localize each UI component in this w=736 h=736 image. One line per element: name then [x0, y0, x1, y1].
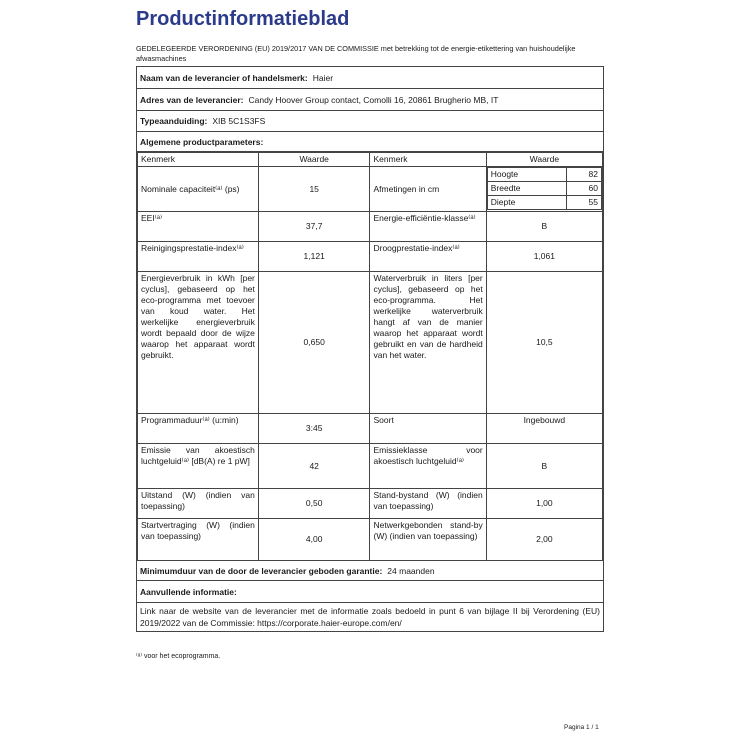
networked-standby-value: 2,00	[486, 519, 602, 561]
address-row	[137, 89, 603, 111]
standby-label: Stand-bystand (W) (indien van toepassing)	[370, 489, 486, 519]
supplier-row	[137, 67, 603, 89]
standby-value: 1,00	[486, 489, 602, 519]
model-row	[137, 111, 603, 132]
depth-value: 55	[566, 196, 601, 210]
additional-info-row	[137, 581, 603, 603]
params-heading-row	[137, 132, 603, 152]
footnote: ⁽ᵃ⁾ voor het ecoprogramma.	[136, 653, 221, 660]
energy-class-label: Energie-efficiëntie-klasse⁽ᵃ⁾	[370, 212, 486, 242]
warranty-value: 24 maanden	[387, 565, 435, 576]
type-label: Soort	[370, 414, 486, 444]
column-header: Waarde	[486, 153, 602, 167]
warranty-row	[137, 561, 603, 581]
noise-class-value: B	[486, 444, 602, 489]
additional-info-label: Aanvullende informatie:	[140, 586, 237, 597]
information-box	[136, 66, 604, 632]
water-consumption-label: Waterverbruik in liters [per cyclus], gebaseerd op het eco-programma. Het werkelijke waterverbruik hangt af van de manier waarop het apparaat wordt gebruikt en van de hardheid van het water.	[370, 272, 486, 414]
column-header: Kenmerk	[138, 153, 259, 167]
capacity-label: Nominale capaciteit⁽ᵃ⁾ (ps)	[138, 167, 259, 212]
column-header: Waarde	[258, 153, 370, 167]
cleaning-index-label: Reinigingsprestatie-index⁽ᵃ⁾	[138, 242, 259, 272]
model-value: XIB 5C1S3FS	[212, 116, 266, 126]
width-label: Breedte	[487, 182, 566, 196]
address-label: Adres van de leverancier:	[140, 94, 244, 105]
noise-class-label: Emissieklasse voor akoestisch luchtgeluid⁽ᵃ⁾	[370, 444, 486, 489]
cleaning-index-value: 1,121	[258, 242, 370, 272]
dimensions-label: Afmetingen in cm	[370, 167, 486, 212]
column-header: Kenmerk	[370, 153, 486, 167]
delay-start-label: Startvertraging (W) (indien van toepassing)	[138, 519, 259, 561]
table-header-row	[138, 153, 603, 167]
address-value: Candy Hoover Group contact, Comolli 16, 20861 Brugherio MB, IT	[248, 94, 499, 105]
dimensions-table	[487, 167, 602, 210]
drying-index-label: Droogprestatie-index⁽ᵃ⁾	[370, 242, 486, 272]
delay-start-value: 4,00	[258, 519, 370, 561]
table-row	[138, 414, 603, 444]
energy-consumption-value: 0,650	[258, 272, 370, 414]
height-value: 82	[566, 168, 601, 182]
off-mode-label: Uitstand (W) (indien van toepassing)	[138, 489, 259, 519]
noise-emission-value: 42	[258, 444, 370, 489]
depth-label: Diepte	[487, 196, 566, 210]
eei-value: 37,7	[258, 212, 370, 242]
parameters-table	[137, 152, 603, 561]
document-title: Productinformatieblad	[136, 8, 350, 30]
params-label: Algemene productparameters:	[140, 136, 264, 147]
networked-standby-label: Netwerkgebonden stand-by (W) (indien van toepassing)	[370, 519, 486, 561]
table-row	[138, 167, 603, 212]
additional-info-text: Link naar de website van de leverancier met de informatie zoals bedoeld in punt 6 van bijlage II bij Verordening (EU) 2019/2022 van de Commissie: https://corporate.haier-europe.com/en/	[140, 606, 600, 628]
noise-emission-label: Emissie van akoestisch luchtgeluid⁽ᵃ⁾ [dB(A) re 1 pW]	[138, 444, 259, 489]
drying-index-value: 1,061	[486, 242, 602, 272]
table-row	[138, 242, 603, 272]
table-row	[138, 444, 603, 489]
off-mode-value: 0,50	[258, 489, 370, 519]
program-duration-value: 3:45	[258, 414, 370, 444]
type-value: Ingebouwd	[486, 414, 602, 444]
regulation-subtitle: GEDELEGEERDE VERORDENING (EU) 2019/2017 VAN DE COMMISSIE met betrekking tot de energie-etikettering van huishoudelijke afwasmachines	[136, 44, 576, 63]
supplier-value: Haier	[312, 72, 334, 83]
page-number: Pagina 1 / 1	[564, 724, 599, 731]
table-row	[138, 519, 603, 561]
energy-class-value: B	[486, 212, 602, 242]
product-information-sheet	[120, 0, 605, 736]
supplier-label: Naam van de leverancier of handelsmerk:	[140, 72, 308, 83]
capacity-value: 15	[258, 167, 370, 212]
table-row	[138, 272, 603, 414]
program-duration-label: Programmaduur⁽ᵃ⁾ (u:min)	[138, 414, 259, 444]
width-value: 60	[566, 182, 601, 196]
dimensions-cell	[486, 167, 602, 212]
height-label: Hoogte	[487, 168, 566, 182]
eei-label: EEI⁽ᵃ⁾	[138, 212, 259, 242]
table-row	[138, 212, 603, 242]
model-label: Typeaanduiding:	[140, 116, 208, 126]
warranty-label: Minimumduur van de door de leverancier geboden garantie:	[140, 565, 383, 576]
energy-consumption-label: Energieverbruik in kWh [per cyclus], gebaseerd op het eco-programma met toevoer van koud water. Het werkelijke energieverbruik wordt bepaald door de wijze waarop het apparaat wordt gebruikt.	[138, 272, 259, 414]
table-row	[138, 489, 603, 519]
water-consumption-value: 10,5	[486, 272, 602, 414]
